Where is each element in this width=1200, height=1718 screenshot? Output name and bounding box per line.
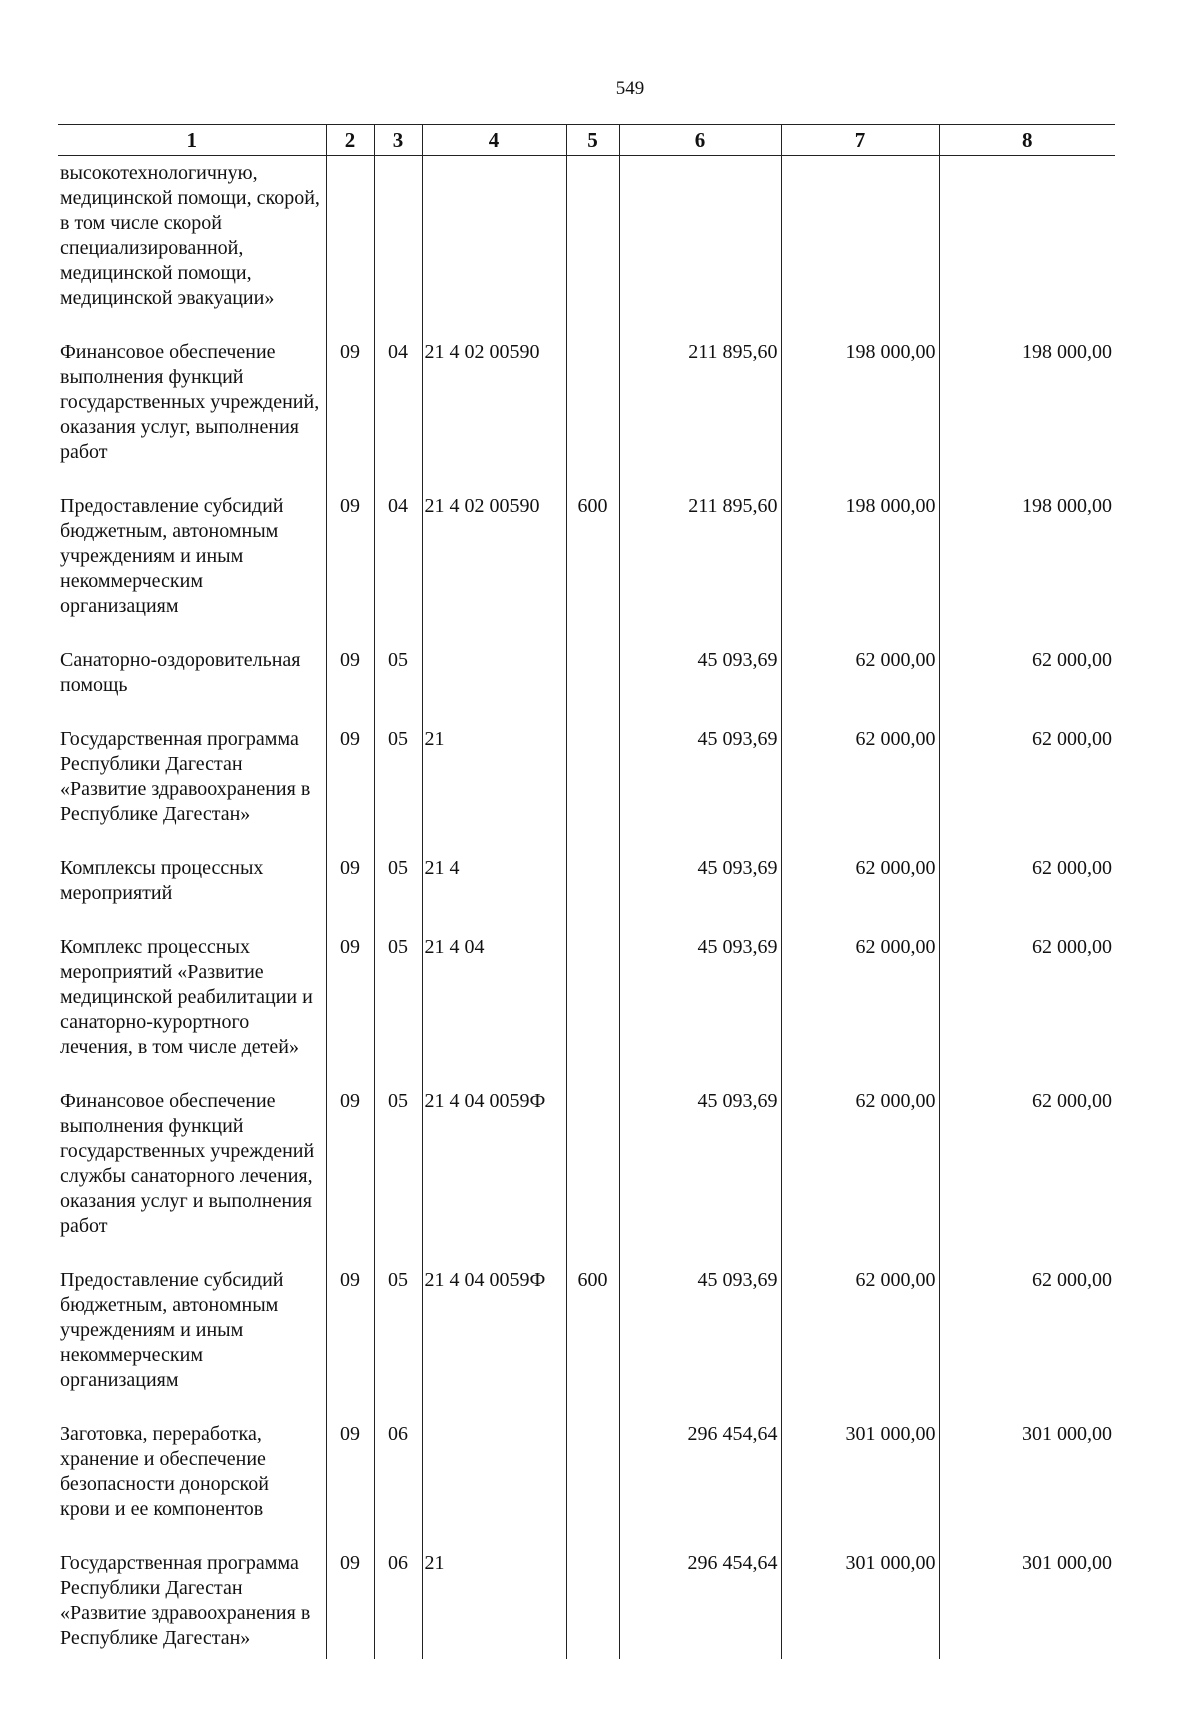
row-amount-col8-cell: 62 000,00 [939, 854, 1115, 933]
row-amount-col8-cell: 198 000,00 [939, 492, 1115, 646]
row-section-cell: 09 [326, 725, 374, 854]
row-amount-col8-cell: 62 000,00 [939, 933, 1115, 1087]
row-section-cell: 09 [326, 1549, 374, 1659]
header-col-7: 7 [781, 125, 939, 156]
table-row [58, 1266, 1115, 1420]
row-subsection-cell: 06 [374, 1549, 422, 1659]
row-name-cell: Предоставление субсидий бюджетным, автономным учреждениям и иным некоммерческим организациям [60, 495, 284, 617]
table-row [58, 1549, 1115, 1659]
row-amount-col7-cell: 62 000,00 [781, 1087, 939, 1266]
row-amount-col7-cell: 62 000,00 [781, 646, 939, 725]
row-name-cell: Комплекс процессных мероприятий «Развитие медицинской реабилитации и санаторно-курортного лечения, в том числе детей» [60, 936, 313, 1058]
table-row [58, 933, 1115, 1087]
row-subsection-cell: 04 [374, 338, 422, 492]
row-target-article-cell: 21 [422, 1549, 566, 1659]
row-name-cell: высокотехнологичную, медицинской помощи, скорой, в том числе скорой специализированной, медицинской помощи, медицинской эвакуации» [60, 162, 320, 309]
row-amount-col8-cell: 301 000,00 [939, 1420, 1115, 1549]
row-section-cell: 09 [326, 492, 374, 646]
row-name-cell: Финансовое обеспечение выполнения функций государственных учреждений службы санаторного лечения, оказания услуг и выполнения работ [60, 1090, 315, 1237]
row-expense-type-cell: 600 [566, 1266, 619, 1420]
row-amount-col6-cell: 211 895,60 [619, 338, 781, 492]
row-amount-col7-cell [781, 156, 939, 339]
row-target-article-cell: 21 4 02 00590 [422, 338, 566, 492]
row-amount-col8-cell [939, 156, 1115, 339]
row-amount-col7-cell: 198 000,00 [781, 338, 939, 492]
row-amount-col7-cell: 301 000,00 [781, 1549, 939, 1659]
header-col-5: 5 [566, 125, 619, 156]
row-amount-col6-cell [619, 156, 781, 339]
row-target-article-cell: 21 [422, 725, 566, 854]
row-section-cell: 09 [326, 1420, 374, 1549]
row-amount-col6-cell: 45 093,69 [619, 1266, 781, 1420]
row-amount-col8-cell: 62 000,00 [939, 725, 1115, 854]
header-col-2: 2 [326, 125, 374, 156]
header-col-4: 4 [422, 125, 566, 156]
row-name-cell: Государственная программа Республики Дагестан «Развитие здравоохранения в Республике Дагестан» [60, 728, 311, 825]
row-amount-col6-cell: 296 454,64 [619, 1549, 781, 1659]
row-expense-type-cell [566, 1549, 619, 1659]
row-amount-col6-cell: 45 093,69 [619, 854, 781, 933]
row-target-article-cell: 21 4 04 0059Ф [422, 1266, 566, 1420]
table-row [58, 1087, 1115, 1266]
row-target-article-cell: 21 4 04 [422, 933, 566, 1087]
row-expense-type-cell [566, 725, 619, 854]
row-expense-type-cell [566, 338, 619, 492]
row-name-cell: Финансовое обеспечение выполнения функций государственных учреждений, оказания услуг, выполнения работ [60, 341, 320, 463]
row-amount-col8-cell: 301 000,00 [939, 1549, 1115, 1659]
table-row [58, 1420, 1115, 1549]
row-expense-type-cell [566, 1087, 619, 1266]
row-section-cell [326, 156, 374, 339]
row-section-cell: 09 [326, 1087, 374, 1266]
row-amount-col8-cell: 198 000,00 [939, 338, 1115, 492]
table-row [58, 492, 1115, 646]
row-expense-type-cell [566, 933, 619, 1087]
row-subsection-cell [374, 156, 422, 339]
table-header-row [58, 125, 1115, 156]
header-col-8: 8 [939, 125, 1115, 156]
row-expense-type-cell [566, 1420, 619, 1549]
row-amount-col7-cell: 301 000,00 [781, 1420, 939, 1549]
row-expense-type-cell [566, 646, 619, 725]
header-col-3: 3 [374, 125, 422, 156]
row-amount-col8-cell: 62 000,00 [939, 1087, 1115, 1266]
row-amount-col7-cell: 62 000,00 [781, 854, 939, 933]
row-section-cell: 09 [326, 854, 374, 933]
table-body [58, 156, 1115, 1660]
row-target-article-cell [422, 646, 566, 725]
row-expense-type-cell: 600 [566, 492, 619, 646]
row-section-cell: 09 [326, 646, 374, 725]
row-name-cell: Предоставление субсидий бюджетным, автономным учреждениям и иным некоммерческим организациям [60, 1269, 284, 1391]
header-col-6: 6 [619, 125, 781, 156]
page-number: 549 [615, 78, 645, 99]
row-subsection-cell: 05 [374, 725, 422, 854]
table-row [58, 338, 1115, 492]
row-amount-col7-cell: 198 000,00 [781, 492, 939, 646]
row-name-cell: Санаторно-оздоровительная помощь [60, 649, 301, 696]
row-amount-col6-cell: 211 895,60 [619, 492, 781, 646]
row-target-article-cell: 21 4 [422, 854, 566, 933]
table-row [58, 854, 1115, 933]
row-subsection-cell: 05 [374, 646, 422, 725]
row-subsection-cell: 05 [374, 1266, 422, 1420]
row-amount-col6-cell: 45 093,69 [619, 725, 781, 854]
table-row [58, 156, 1115, 339]
row-subsection-cell: 05 [374, 1087, 422, 1266]
row-amount-col6-cell: 45 093,69 [619, 646, 781, 725]
row-name-cell: Заготовка, переработка, хранение и обеспечение безопасности донорской крови и ее компонентов [60, 1423, 269, 1520]
row-section-cell: 09 [326, 1266, 374, 1420]
row-expense-type-cell [566, 854, 619, 933]
row-amount-col7-cell: 62 000,00 [781, 933, 939, 1087]
row-target-article-cell: 21 4 04 0059Ф [422, 1087, 566, 1266]
row-subsection-cell: 06 [374, 1420, 422, 1549]
row-amount-col6-cell: 296 454,64 [619, 1420, 781, 1549]
row-section-cell: 09 [326, 933, 374, 1087]
row-subsection-cell: 04 [374, 492, 422, 646]
row-target-article-cell [422, 1420, 566, 1549]
row-name-cell: Государственная программа Республики Дагестан «Развитие здравоохранения в Республике Дагестан» [60, 1552, 311, 1649]
row-target-article-cell: 21 4 02 00590 [422, 492, 566, 646]
row-expense-type-cell [566, 156, 619, 339]
row-subsection-cell: 05 [374, 854, 422, 933]
row-amount-col6-cell: 45 093,69 [619, 933, 781, 1087]
row-name-cell: Комплексы процессных мероприятий [60, 857, 264, 904]
row-subsection-cell: 05 [374, 933, 422, 1087]
header-col-1: 1 [58, 125, 326, 156]
row-amount-col8-cell: 62 000,00 [939, 646, 1115, 725]
budget-table [58, 124, 1115, 1659]
row-amount-col8-cell: 62 000,00 [939, 1266, 1115, 1420]
table-row [58, 725, 1115, 854]
row-section-cell: 09 [326, 338, 374, 492]
table-row [58, 646, 1115, 725]
row-amount-col7-cell: 62 000,00 [781, 725, 939, 854]
row-target-article-cell [422, 156, 566, 339]
row-amount-col6-cell: 45 093,69 [619, 1087, 781, 1266]
row-amount-col7-cell: 62 000,00 [781, 1266, 939, 1420]
